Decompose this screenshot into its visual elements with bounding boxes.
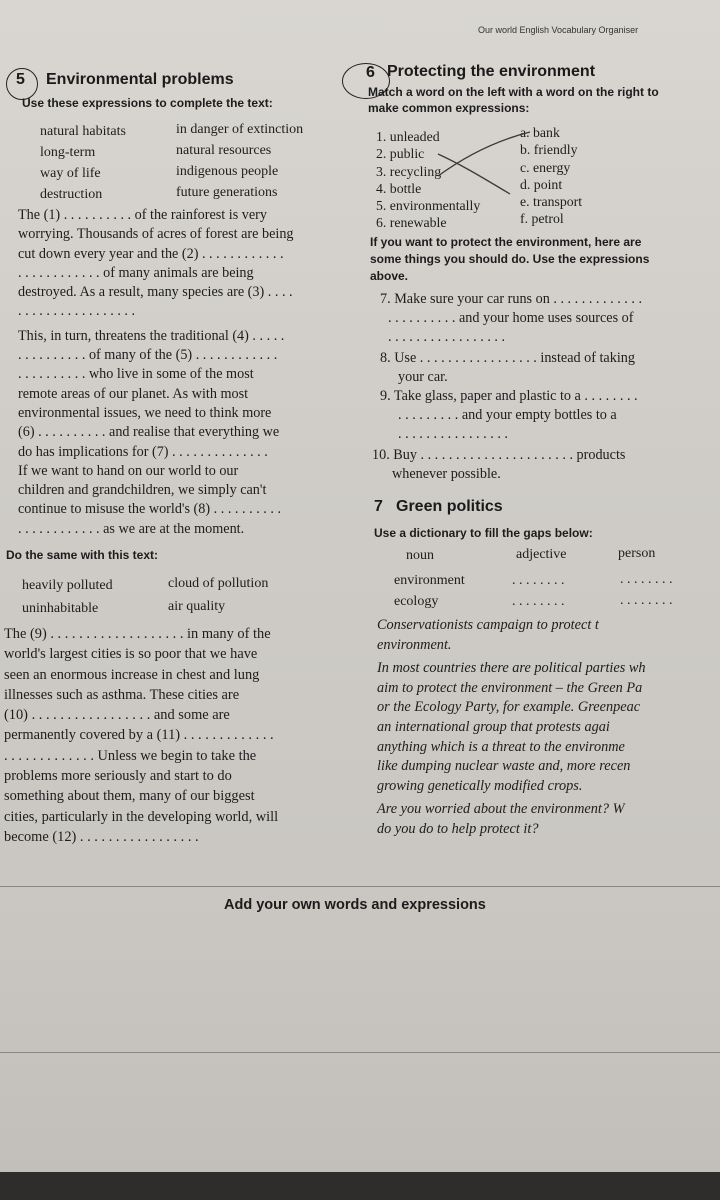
text-line: aim to protect the environment – the Green Pa <box>377 679 643 696</box>
section-5-instruction: Use these expressions to complete the text: <box>22 96 273 110</box>
section-7-number: 7 <box>374 498 383 515</box>
table-cell: . . . . . . . . <box>620 572 673 587</box>
text-line: do has implications for (7) . . . . . . . . . . . . . . <box>18 443 268 460</box>
text-line: something about them, many of our biggest <box>4 788 255 805</box>
match-left-item: 1. unleaded <box>376 129 440 144</box>
text-line: The (1) . . . . . . . . . . of the rainforest is very <box>18 207 268 223</box>
word-item: long-term <box>40 145 96 160</box>
text-line: (10) . . . . . . . . . . . . . . . . . and some are <box>4 707 230 724</box>
gap-item: whenever possible. <box>392 466 501 482</box>
gap-item: 8. Use . . . . . . . . . . . . . . . . . instead of taking <box>380 350 635 366</box>
word-item: air quality <box>168 599 226 614</box>
match-right-item: c. energy <box>520 159 571 175</box>
text-line: If we want to hand on our world to our <box>18 462 239 479</box>
running-header: Our world English Vocabulary Organiser <box>478 25 639 35</box>
instruction-line: If you want to protect the environment, here are <box>370 235 642 249</box>
text-line: permanently covered by a (11) . . . . . . . . . . . . . <box>4 727 274 744</box>
word-item: heavily polluted <box>22 578 113 593</box>
word-item: way of life <box>40 166 101 181</box>
text-line: . . . . . . . . . . of many of the (5) . . . . . . . . . . . . <box>18 347 278 364</box>
gap-item: . . . . . . . . . . . . . . . . . <box>388 329 506 345</box>
word-item: indigenous people <box>176 164 279 179</box>
table-cell: ecology <box>394 594 439 609</box>
text-line: Conservationists campaign to protect t <box>377 617 599 633</box>
text-line: cities, particularly in the developing world, will <box>4 808 279 825</box>
text-line: . . . . . . . . . . who live in some of the most <box>18 366 254 383</box>
instruction-line: above. <box>370 269 409 283</box>
column-header-adjective: adjective <box>516 547 567 562</box>
text-line: cut down every year and the (2) . . . . . . . . . . . . <box>18 245 284 262</box>
text-line: destroyed. As a result, many species are (3) . . . . <box>18 284 293 301</box>
text-line: . . . . . . . . . . . . of many animals are being <box>18 264 254 281</box>
match-right-item: d. point <box>520 176 563 192</box>
divider <box>0 886 720 887</box>
word-item: cloud of pollution <box>168 576 269 591</box>
word-box-right <box>176 119 303 203</box>
gap-item: . . . . . . . . . . and your home uses sources of <box>388 310 634 326</box>
desk-background <box>0 1172 720 1200</box>
text-line: like dumping nuclear waste and, more recen <box>377 758 631 775</box>
word-item: natural habitats <box>40 124 126 139</box>
word-box-2-right <box>168 572 268 618</box>
column-header-noun: noun <box>406 548 434 563</box>
section-5-number: 5 <box>16 71 25 88</box>
gap-fill-text-1 <box>18 206 294 539</box>
section-6-instruction <box>368 84 659 116</box>
gap-item: your car. <box>398 369 448 385</box>
gap-item: . . . . . . . . . and your empty bottles to a <box>398 407 617 423</box>
gap-item: 7. Make sure your car runs on . . . . . . . . . . . . . <box>380 291 643 307</box>
text-line: anything which is a threat to the environme <box>377 738 625 755</box>
text-line: . . . . . . . . . . . . . Unless we begin to take the <box>4 747 257 764</box>
match-left-item: 5. environmentally <box>376 198 481 214</box>
match-right-item: b. friendly <box>520 142 578 158</box>
table-cell: . . . . . . . . <box>620 593 673 608</box>
text-line: become (12) . . . . . . . . . . . . . . . . . <box>4 828 199 845</box>
text-line: an international group that protests agai <box>377 718 610 735</box>
gap-item: 9. Take glass, paper and plastic to a . . . . . . . . <box>380 388 638 404</box>
text-line: environmental issues, we need to think more <box>18 404 272 421</box>
text-line: worrying. Thousands of acres of forest are being <box>18 226 294 243</box>
column-header-person: person <box>618 546 656 561</box>
match-right-item: a. bank <box>520 125 560 140</box>
word-item: destruction <box>40 187 103 202</box>
instruction-line: some things you should do. Use the expressions <box>370 252 650 266</box>
match-right-item: f. petrol <box>520 211 564 227</box>
divider <box>0 1052 720 1053</box>
numbered-gap-items <box>372 290 643 484</box>
text-line: do you do to help protect it? <box>377 820 539 837</box>
text-line: or the Ecology Party, for example. Greenpeac <box>377 699 641 716</box>
word-item: uninhabitable <box>22 601 99 616</box>
word-box-2-left <box>22 574 113 620</box>
text-line: environment. <box>377 636 452 653</box>
footer-title: Add your own words and expressions <box>224 897 486 913</box>
gap-item: . . . . . . . . . . . . . . . . <box>398 426 508 442</box>
text-line: problems more seriously and start to do <box>4 768 232 785</box>
italic-text <box>377 616 646 840</box>
text-line: (6) . . . . . . . . . . and realise that everything we <box>18 424 280 441</box>
section-7-instruction: Use a dictionary to fill the gaps below: <box>374 526 593 540</box>
text-line: continue to misuse the world's (8) . . . . . . . . . . <box>18 501 282 518</box>
gap-item: 10. Buy . . . . . . . . . . . . . . . . . . . . . . products <box>372 447 626 463</box>
match-right-item: e. transport <box>520 194 583 210</box>
match-left-item: 6. renewable <box>376 215 447 231</box>
table-cell: . . . . . . . . <box>512 594 565 609</box>
text-line: growing genetically modified crops. <box>377 777 583 794</box>
text-line: world's largest cities is so poor that we have <box>4 646 258 663</box>
instruction-line: Match a word on the left with a word on the right to <box>368 85 659 99</box>
table-cell: environment <box>394 573 465 588</box>
section-7-title: Green politics <box>396 498 503 515</box>
section-6-number: 6 <box>366 64 375 81</box>
gap-fill-text-2 <box>4 624 278 847</box>
section-5-instruction-2: Do the same with this text: <box>6 548 159 562</box>
text-line: . . . . . . . . . . . . . . . . . <box>18 303 136 320</box>
text-line: The (9) . . . . . . . . . . . . . . . . . . . in many of the <box>4 626 271 642</box>
word-item: future generations <box>176 185 278 200</box>
text-line: Are you worried about the environment? W <box>377 801 625 818</box>
pencil-match-marks <box>430 130 540 200</box>
word-box-left <box>40 121 126 205</box>
text-line: remote areas of our planet. As with most <box>18 385 249 402</box>
section-6-instruction-2 <box>370 234 649 285</box>
section-6-title: Protecting the environment <box>387 63 596 80</box>
text-line: seen an enormous increase in chest and lung <box>4 666 260 683</box>
text-line: In most countries there are political parties wh <box>377 660 646 677</box>
word-item: in danger of extinction <box>176 122 304 137</box>
table-cell: . . . . . . . . <box>512 573 565 588</box>
match-left-item: 3. recycling <box>376 163 442 179</box>
instruction-line: make common expressions: <box>368 101 530 115</box>
text-line: This, in turn, threatens the traditional (4) . . . . . <box>18 327 285 344</box>
text-line: illnesses such as asthma. These cities are <box>4 686 240 703</box>
word-item: natural resources <box>176 143 272 158</box>
match-left-item: 4. bottle <box>376 180 422 196</box>
match-left-item: 2. public <box>376 146 425 162</box>
text-line: . . . . . . . . . . . . as we are at the moment. <box>18 520 245 537</box>
text-line: children and grandchildren, we simply can't <box>18 482 267 499</box>
section-5-title: Environmental problems <box>46 71 234 88</box>
